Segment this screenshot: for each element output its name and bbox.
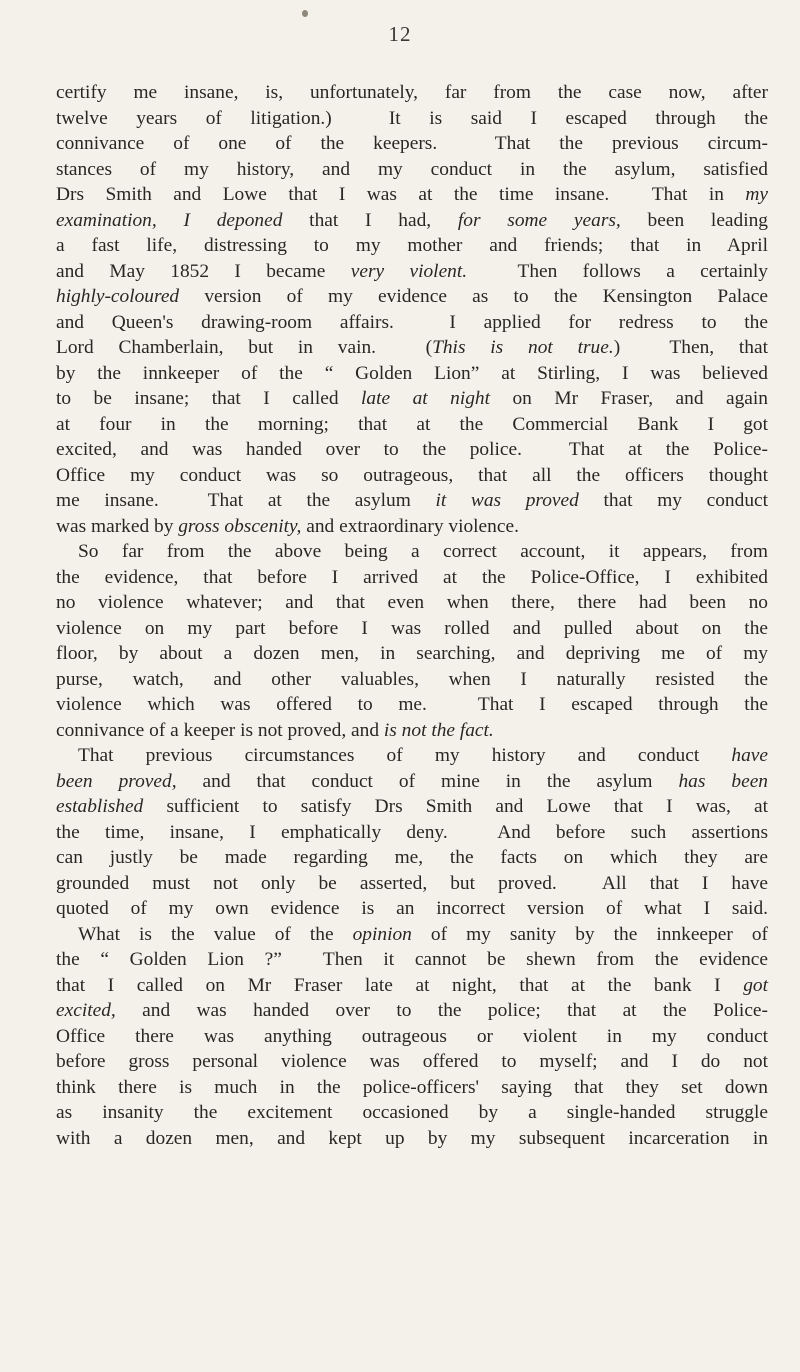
- text-segment: that I called on Mr Fraser late at night, that at the bank I: [56, 974, 744, 996]
- text-segment: That previous circumstances of my history and conduct: [78, 745, 732, 766]
- body-text: [56, 80, 768, 1151]
- text-line: [56, 641, 768, 667]
- text-segment: can justly be made regarding me, the facts on which they are: [56, 847, 768, 868]
- text-segment: before gross personal violence was offered to myself; and I do not: [56, 1051, 768, 1072]
- text-segment: was marked by: [56, 515, 179, 537]
- text-line: [56, 1126, 768, 1152]
- text-segment: sufficient to satisfy Drs Smith and Lowe that I was, at: [143, 796, 768, 817]
- text-segment: Office there was anything outrageous or violent in my conduct: [56, 1025, 768, 1047]
- text-segment: purse, watch, and other valuables, when I naturally resisted the: [56, 668, 768, 690]
- text-line: [56, 284, 768, 310]
- text-line: [56, 616, 768, 642]
- text-segment: grounded must not only be asserted, but proved. All that I have: [56, 872, 768, 894]
- text-line: [56, 769, 768, 795]
- text-line: [56, 1075, 768, 1101]
- text-line: [56, 667, 768, 693]
- page-number: 12: [388, 22, 412, 46]
- text-line: [56, 973, 768, 999]
- italic-text: highly-coloured: [56, 286, 180, 307]
- text-line: [56, 386, 768, 412]
- text-line: [56, 437, 768, 463]
- text-segment: stances of my history, and my conduct in the asylum, satisfied: [56, 158, 768, 180]
- text-line: [56, 998, 768, 1024]
- text-segment: Office my conduct was so outrageous, that all the officers thought: [56, 464, 768, 486]
- text-line: [56, 1100, 768, 1126]
- text-line: [56, 488, 768, 514]
- italic-text: been proved,: [56, 770, 177, 792]
- text-segment: What is the value of the: [78, 923, 353, 945]
- italic-text: my: [745, 184, 768, 205]
- text-line: [56, 743, 768, 769]
- italic-text: for some years,: [457, 209, 621, 231]
- text-line: [56, 131, 768, 157]
- italic-text: have: [731, 745, 768, 766]
- text-segment: the “ Golden Lion ?” Then it cannot be shewn from the evidence: [56, 949, 768, 970]
- italic-text: has been: [678, 770, 768, 792]
- text-segment: on Mr Fraser, and again: [490, 388, 768, 409]
- text-segment: version of my evidence as to the Kensington Palace: [179, 286, 768, 307]
- text-segment: and extraordinary violence.: [301, 515, 519, 537]
- text-segment: me insane. That at the asylum: [56, 490, 436, 511]
- text-segment: Drs Smith and Lowe that I was at the time insane. That in: [56, 184, 746, 205]
- text-line: [56, 259, 768, 285]
- italic-text: excited,: [56, 1000, 116, 1021]
- text-segment: violence which was offered to me. That I escaped through the: [56, 694, 768, 715]
- text-line: [56, 1024, 768, 1050]
- text-segment: and Queen's drawing-room affairs. I applied for redress to the: [56, 311, 768, 333]
- text-line: [56, 845, 768, 871]
- text-line: [56, 182, 768, 208]
- text-segment: the time, insane, I emphatically deny. And before such assertions: [56, 821, 768, 843]
- text-line: [56, 80, 768, 106]
- text-line: [56, 412, 768, 438]
- text-segment: that I had,: [282, 209, 458, 231]
- text-line: [56, 463, 768, 489]
- text-segment: floor, by about a dozen men, in searching, and depriving me of my: [56, 643, 768, 664]
- text-segment: to be insane; that I called: [56, 388, 362, 409]
- text-segment: excited, and was handed over to the police. That at the Police-: [56, 439, 768, 460]
- text-segment: the evidence, that before I arrived at the Police-Office, I exhibited: [56, 566, 768, 588]
- text-line: [56, 590, 768, 616]
- text-line: [56, 820, 768, 846]
- italic-text: very violent.: [350, 260, 468, 282]
- text-line: [56, 335, 768, 361]
- text-segment: a fast life, distressing to my mother and friends; that in April: [56, 235, 768, 256]
- text-segment: been leading: [620, 209, 769, 231]
- italic-text: This is not true.: [432, 337, 614, 358]
- text-segment: of my sanity by the innkeeper of: [411, 923, 768, 945]
- text-segment: and was handed over to the police; that at the Police-: [115, 1000, 768, 1021]
- text-segment: think there is much in the police-officers' saying that they set down: [56, 1076, 768, 1098]
- text-segment: violence on my part before I was rolled and pulled about on the: [56, 617, 768, 639]
- text-segment: as insanity the excitement occasioned by a single-handed struggle: [56, 1102, 768, 1123]
- italic-text: established: [56, 796, 144, 817]
- text-segment: connivance of one of the keepers. That the previous circum-: [56, 133, 768, 154]
- text-line: [56, 565, 768, 591]
- italic-text: examination, I deponed: [56, 209, 283, 231]
- text-line: [56, 106, 768, 132]
- italic-text: late at night: [361, 388, 490, 409]
- text-segment: and that conduct of mine in the asylum: [176, 770, 679, 792]
- text-segment: that my conduct: [578, 490, 769, 511]
- text-segment: quoted of my own evidence is an incorrect version of what I said.: [56, 898, 768, 919]
- text-line: [56, 539, 768, 565]
- italic-text: opinion: [352, 923, 412, 945]
- text-line: [56, 233, 768, 259]
- text-segment: ) Then, that: [613, 337, 768, 358]
- text-line: [56, 871, 768, 897]
- italic-text: is not the fact.: [383, 719, 494, 741]
- text-segment: Lord Chamberlain, but in vain. (: [56, 337, 433, 358]
- italic-text: gross obscenity,: [178, 515, 302, 537]
- text-line: [56, 208, 768, 234]
- text-line: [56, 514, 768, 540]
- text-segment: by the innkeeper of the “ Golden Lion” at Stirling, I was believed: [56, 362, 768, 384]
- text-segment: Then follows a certainly: [467, 260, 768, 282]
- text-line: [56, 922, 768, 948]
- text-line: [56, 157, 768, 183]
- text-line: [56, 947, 768, 973]
- italic-text: got: [743, 974, 768, 996]
- text-line: [56, 361, 768, 387]
- italic-text: it was proved: [435, 490, 579, 511]
- ink-dot: [302, 10, 308, 17]
- text-line: [56, 310, 768, 336]
- text-segment: with a dozen men, and kept up by my subsequent incarceration in: [56, 1127, 768, 1149]
- text-line: [56, 1049, 768, 1075]
- text-line: [56, 896, 768, 922]
- text-line: [56, 794, 768, 820]
- text-segment: no violence whatever; and that even when there, there had been no: [56, 592, 768, 613]
- text-segment: twelve years of litigation.) It is said I escaped through the: [56, 107, 768, 129]
- text-segment: So far from the above being a correct account, it appears, from: [78, 541, 768, 562]
- text-segment: certify me insane, is, unfortunately, far from the case now, after: [56, 82, 768, 103]
- text-line: [56, 718, 768, 744]
- text-segment: at four in the morning; that at the Commercial Bank I got: [56, 413, 768, 435]
- text-segment: connivance of a keeper is not proved, and: [56, 719, 384, 741]
- text-segment: and May 1852 I became: [56, 260, 351, 282]
- text-line: [56, 692, 768, 718]
